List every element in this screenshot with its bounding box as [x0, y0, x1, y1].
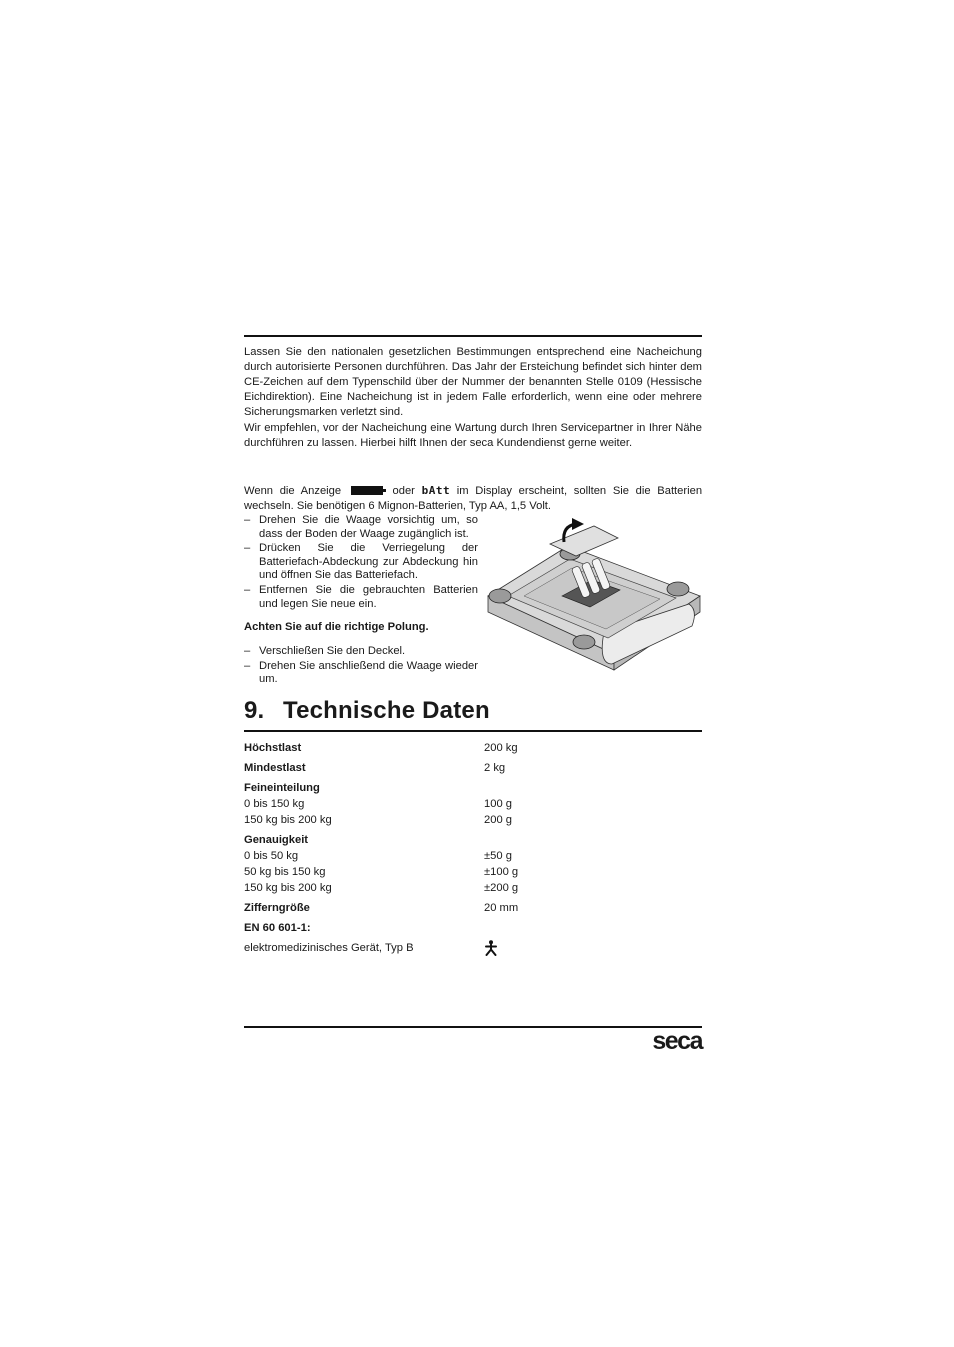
step-text: Drücken Sie die Verriegelung der Batteriefach-Abdeckung zur Abdeckung hin und öffnen Sie das Batteriefach. — [259, 542, 478, 582]
intro-paragraph-2: Wir empfehlen, vor der Nacheichung eine Wartung durch Ihren Servicepartner in Ihrer Nähe durchführen zu lassen. Hierbei hilft Ihnen der seca Kundendienst gerne weiter. — [244, 422, 702, 449]
heading-rule — [244, 730, 702, 732]
dash: – — [244, 645, 251, 657]
spec-row — [244, 940, 702, 956]
spec-row — [244, 848, 702, 864]
batt-display-code: bAtt — [421, 484, 451, 497]
type-b-applied-part-icon — [484, 940, 498, 956]
battery-low-icon — [351, 486, 383, 495]
dash: – — [244, 542, 251, 555]
intro-paragraph-1: Lassen Sie den nationalen gesetzlichen Bestimmungen entsprechend eine Nacheichung durch autorisierte Personen durchführen. Das Jahr der Ersteichung befindet sich hinter dem CE-Zeichen auf dem Typenschild über der Nummer der benannten Stelle 0109 (Hessische Eichdirektion). Eine Nacheichung ist in jedem Falle erforderlich, wenn eine oder mehrere Sicherungsmarken verletzt sind. — [244, 346, 702, 418]
spec-table — [244, 740, 702, 956]
scale-battery-illustration — [484, 514, 704, 684]
spec-row — [244, 796, 702, 812]
spec-row — [244, 920, 702, 936]
battery-lead: Wenn die Anzeige — [244, 485, 342, 497]
battery-steps-list — [244, 514, 478, 612]
battery-paragraph — [244, 483, 702, 514]
footer-rule — [244, 1026, 702, 1028]
spec-row — [244, 740, 702, 756]
list-item — [244, 584, 478, 611]
list-item — [244, 514, 478, 541]
list-item — [244, 660, 478, 687]
closing-steps-list — [244, 645, 478, 688]
spec-value: ±100 g — [484, 866, 519, 878]
spec-value: 200 g — [484, 814, 512, 826]
spec-label: 50 kg bis 150 kg — [244, 866, 326, 878]
spec-label: EN 60 601-1: — [244, 922, 311, 934]
spec-label: Feineinteilung — [244, 782, 320, 794]
step-text: Drehen Sie die Waage vorsichtig um, so dass der Boden der Waage zugänglich ist. — [259, 514, 478, 540]
spec-label: Mindestlast — [244, 762, 306, 774]
spec-label: 0 bis 150 kg — [244, 798, 305, 810]
spec-label: elektromedizinisches Gerät, Typ B — [244, 942, 414, 954]
spec-value: ±50 g — [484, 850, 512, 862]
spec-value: 100 g — [484, 798, 512, 810]
spec-value: 200 kg — [484, 742, 518, 754]
spec-row — [244, 760, 702, 776]
spec-label: Genauigkeit — [244, 834, 309, 846]
spec-row — [244, 900, 702, 916]
page-title — [244, 697, 490, 725]
top-rule — [244, 335, 702, 337]
dash: – — [244, 514, 251, 526]
spec-row — [244, 812, 702, 828]
section-number: 9. — [244, 697, 265, 724]
spec-row — [244, 780, 702, 796]
spec-label: 0 bis 50 kg — [244, 850, 299, 862]
spec-value: 2 kg — [484, 762, 506, 774]
section-title: Technische Daten — [283, 697, 490, 724]
spec-label: Zifferngröße — [244, 902, 310, 914]
step-text: Verschließen Sie den Deckel. — [259, 645, 406, 657]
list-item — [244, 542, 478, 583]
dash: – — [244, 659, 251, 672]
spec-label: Höchstlast — [244, 742, 302, 754]
polarity-note: Achten Sie auf die richtige Polung. — [244, 621, 429, 633]
seca-logo: seca — [652, 1027, 702, 1055]
step-text: Entfernen Sie die gebrauchten Batterien und legen Sie neue ein. — [259, 583, 478, 610]
spec-row — [244, 864, 702, 880]
spec-row — [244, 832, 702, 848]
spec-value: 20 mm — [484, 902, 519, 914]
spec-label: 150 kg bis 200 kg — [244, 814, 332, 826]
spec-row — [244, 880, 702, 896]
list-item — [244, 645, 478, 659]
spec-label: 150 kg bis 200 kg — [244, 882, 332, 894]
spec-value: ±200 g — [484, 882, 519, 894]
dash: – — [244, 583, 251, 596]
battery-tail: im Display erscheint, sollten Sie die Batterien wechseln. Sie benötigen 6 Mignon-Batterien, Typ AA, 1,5 Volt. — [244, 485, 703, 512]
step-text: Drehen Sie anschließend die Waage wieder um. — [259, 659, 478, 686]
battery-oder: oder — [392, 485, 415, 497]
